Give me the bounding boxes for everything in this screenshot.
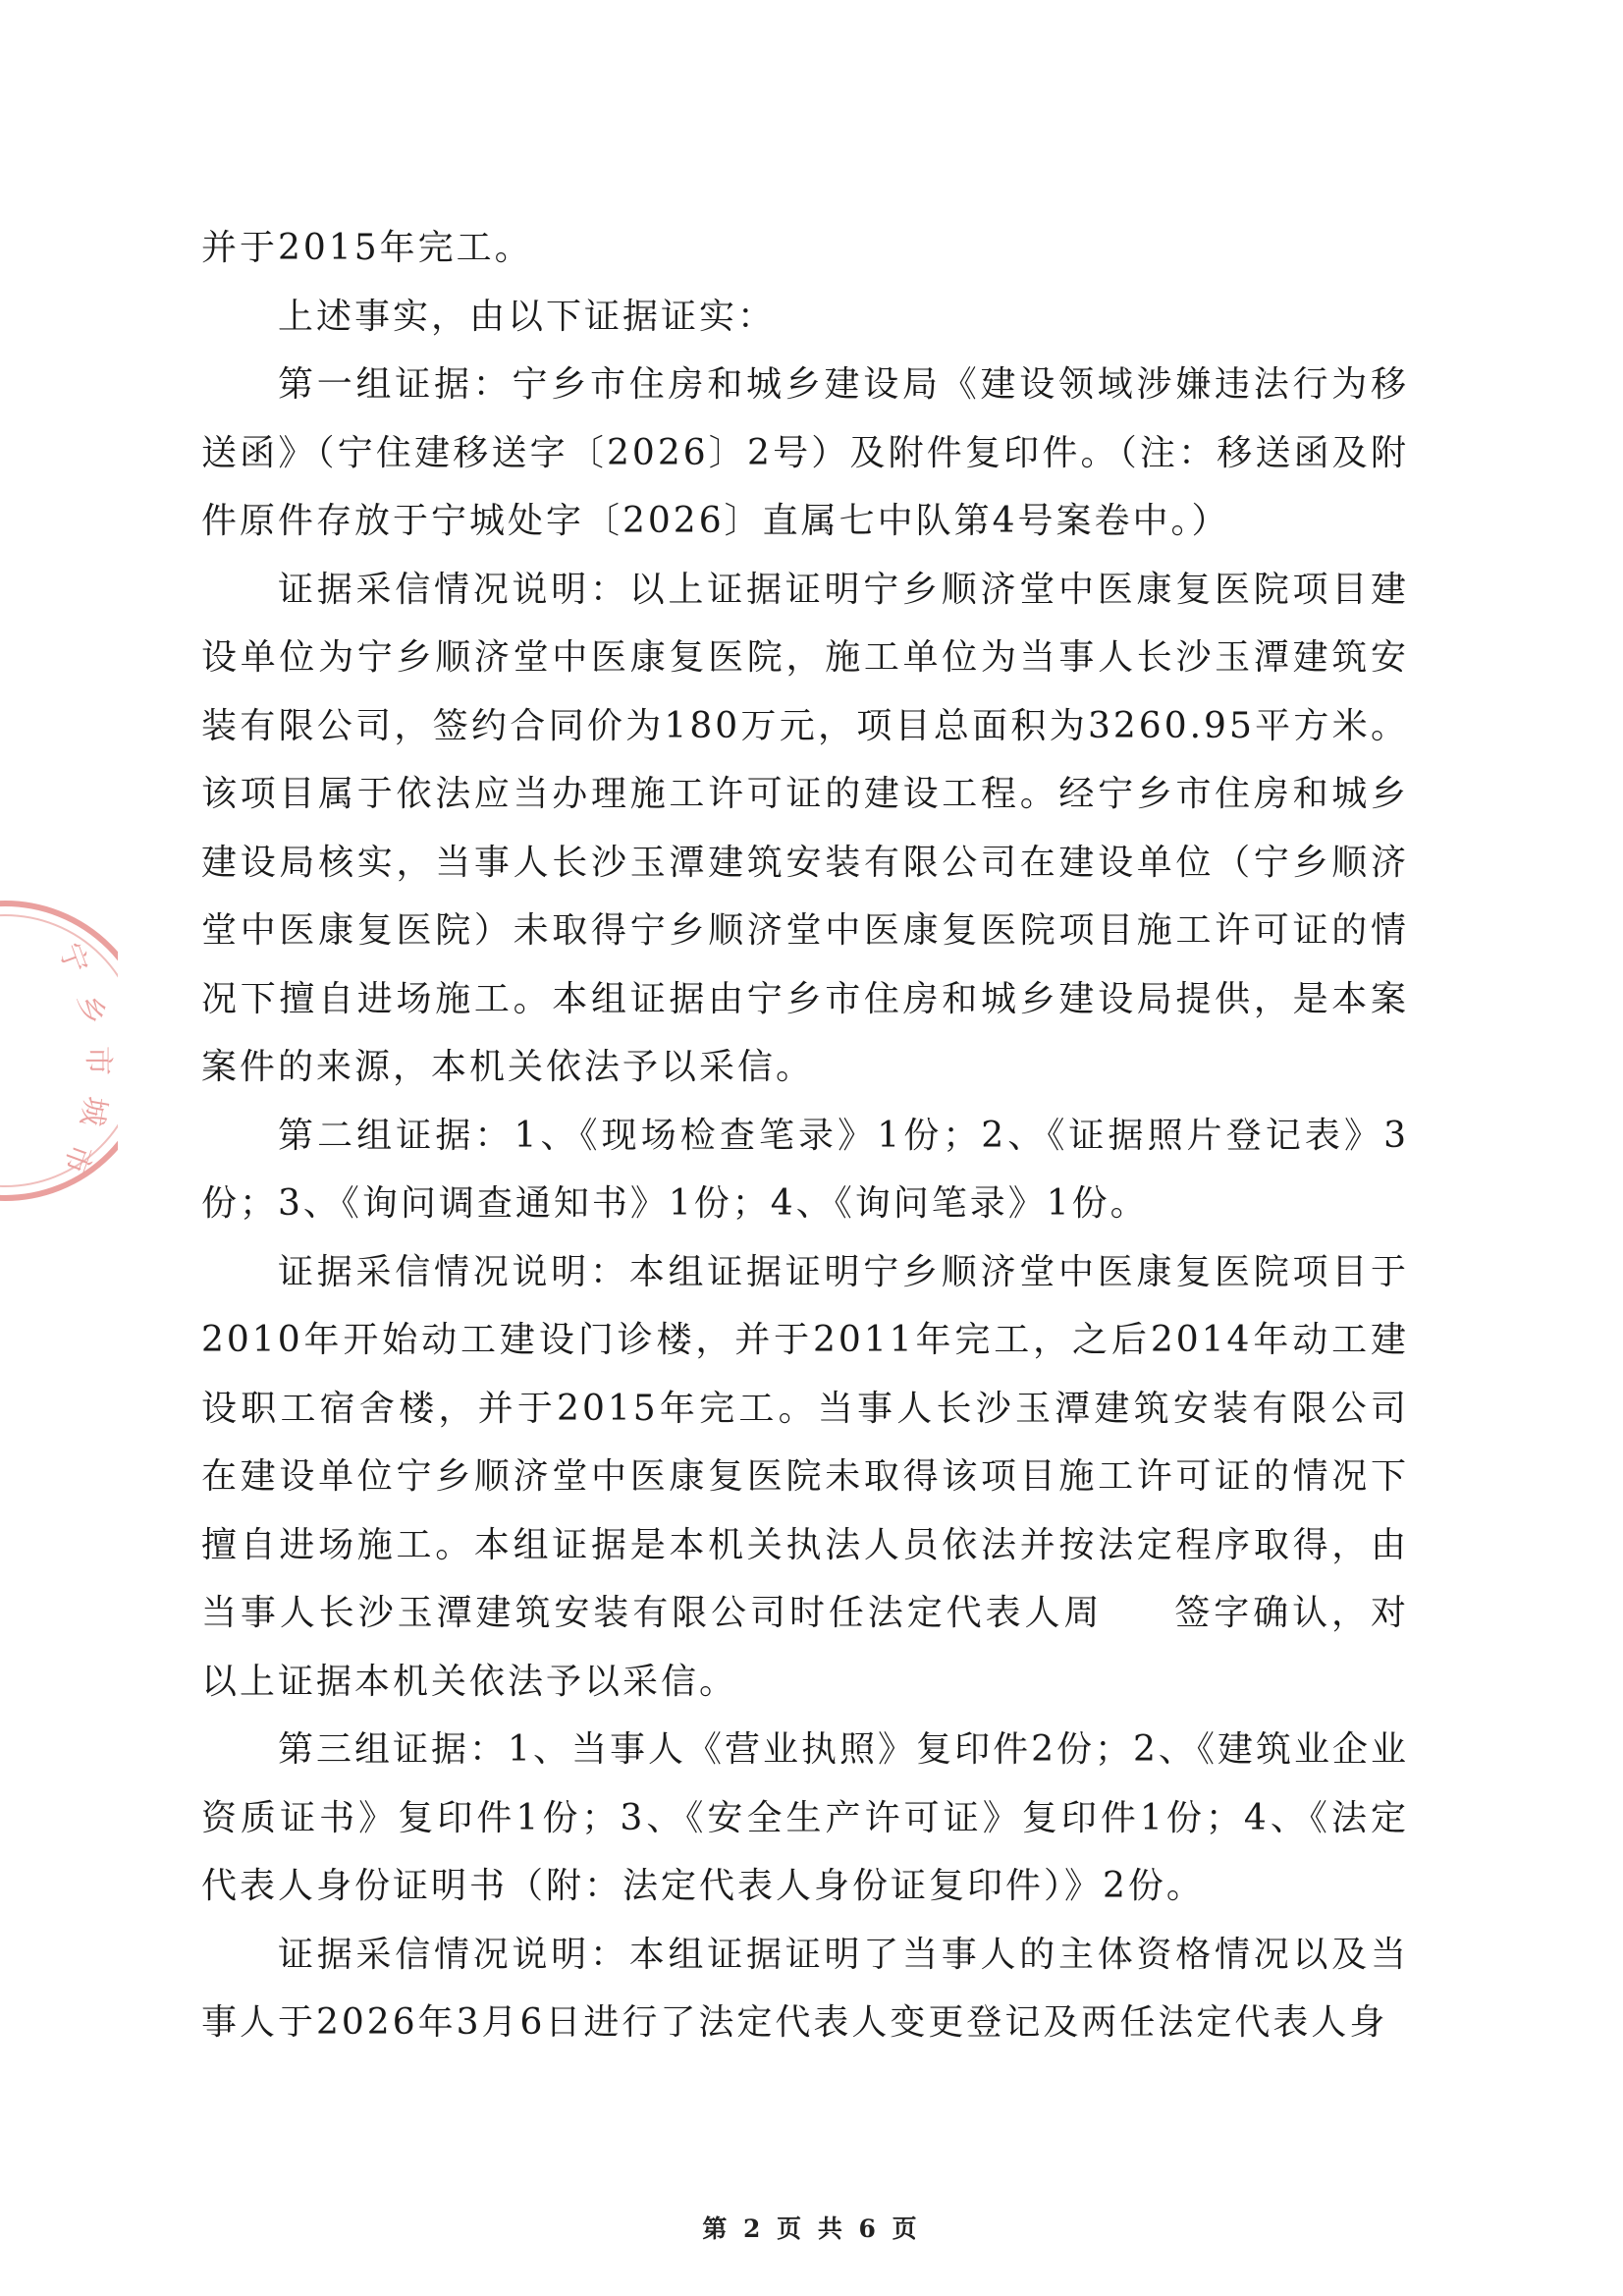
paragraph: 证据采信情况说明：以上证据证明宁乡顺济堂中医康复医院项目建设单位为宁乡顺济堂中医康复医院，施工单位为当事人长沙玉潭建筑安装有限公司，签约合同价为180万元，项目总面积为3260.95平方米。该项目属于依法应当办理施工许可证的建设工程。经宁乡市住房和城乡建设局核实，当事人长沙玉潭建筑安装有限公司在建设单位（宁乡顺济堂中医康复医院）未取得宁乡顺济堂中医康复医院项目施工许可证的情况下擅自进场施工。本组证据由宁乡市住房和城乡建设局提供，是本案案件的来源，本机关依法予以采信。 — [201, 569, 1409, 1087]
svg-text:市: 市 — [56, 1139, 99, 1179]
paragraph-text: 证据采信情况说明：本组证据证明宁乡顺济堂中医康复医院项目于2010年开始动工建设门诊楼，并于2011年完工，之后2014年动工建设职工宿舍楼，并于2015年完工。当事人长沙玉潭建筑安装有限公司在建设单位宁乡顺济堂中医康复医院未取得该项目施工许可证的情况下擅自进场施工。本组证据是本机关执法人员依法并按法定程序取得，由当事人长沙玉潭建筑安装有限公司时任法定代表人周 — [201, 1251, 1409, 1633]
paragraph: 证据采信情况说明：本组证据证明了当事人的主体资格情况以及当事人于2026年3月6日进行了法定代表人变更登记及两任法定代表人身 — [201, 1934, 1409, 2043]
paragraph: 上述事实，由以下证据证实： — [278, 296, 777, 337]
paragraph: 第一组证据：宁乡市住房和城乡建设局《建设领域涉嫌违法行为移送函》（宁住建移送字〔2026〕2号）及附件复印件。（注：移送函及附件原件存放于宁城处字〔2026〕直属七中队第4号案卷中。） — [201, 364, 1409, 541]
svg-text:宁: 宁 — [51, 938, 94, 978]
svg-text:市: 市 — [81, 1046, 115, 1075]
page-number-footer: 第 2 页 共 6 页 — [702, 2214, 921, 2243]
paragraph: 第三组证据：1、当事人《营业执照》复印件2份；2、《建筑业企业资质证书》复印件1份；3、《安全生产许可证》复印件1份；4、《法定代表人身份证明书（附：法定代表人身份证复印件）》2份。 — [201, 1729, 1409, 1906]
redacted-name — [1103, 1599, 1173, 1632]
red-seal-stamp — [0, 889, 118, 1213]
document-body — [201, 214, 1409, 2057]
paragraph: 第二组证据：1、《现场检查笔录》1份；2、《证据照片登记表》3份；3、《询问调查通知书》1份；4、《询问笔录》1份。 — [201, 1115, 1409, 1224]
svg-text:乡: 乡 — [71, 992, 110, 1027]
svg-text:城: 城 — [73, 1093, 113, 1129]
paragraph — [201, 1238, 1409, 1717]
paragraph-text: 签字确认，对以上证据本机关依法予以采信。 — [201, 1593, 1409, 1702]
paragraph: 并于2015年完工。 — [201, 228, 533, 268]
